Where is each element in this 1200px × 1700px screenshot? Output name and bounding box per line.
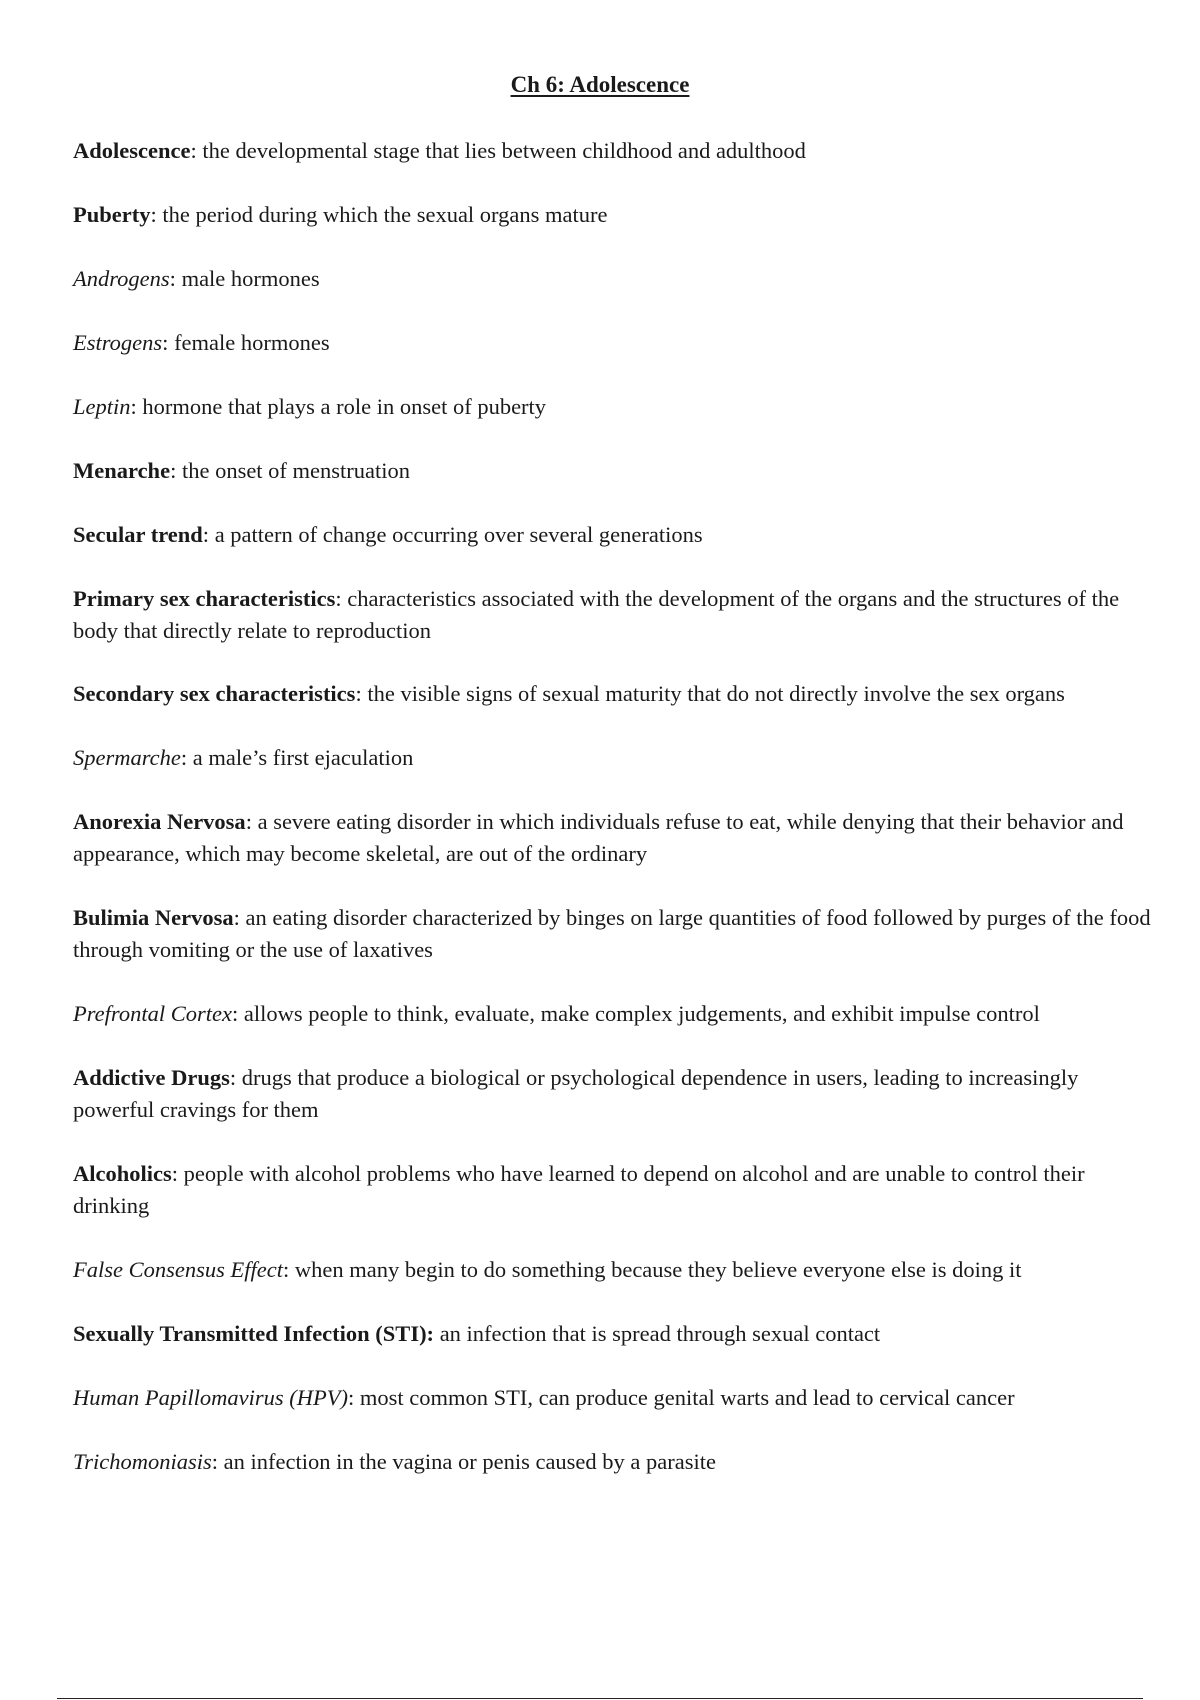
term: Primary sex characteristics: [73, 586, 336, 611]
glossary-entry: Adolescence: the developmental stage that lies between childhood and adulthood: [73, 138, 806, 163]
definition: female hormones: [168, 330, 330, 355]
term: Prefrontal Cortex: [73, 1001, 232, 1026]
term: Estrogens: [73, 330, 163, 355]
definition: an infection that is spread through sexual contact: [434, 1321, 881, 1346]
term: Secondary sex characteristics: [73, 681, 356, 706]
glossary-entry: Secondary sex characteristics: the visible signs of sexual maturity that do not directly involve the sex organs: [73, 681, 1065, 706]
page-title: Ch 6: Adolescence: [510, 72, 690, 97]
term: Adolescence: [73, 138, 191, 163]
glossary-entry: Bulimia Nervosa: an eating disorder characterized by binges on large quantities of food followed by purges of the food through vomiting or the use of laxatives: [73, 905, 1151, 962]
term: Menarche: [73, 458, 171, 483]
term: Androgens: [73, 266, 170, 291]
term: False Consensus Effect: [73, 1257, 283, 1282]
definition: allows people to think, evaluate, make complex judgements, and exhibit impulse control: [238, 1001, 1040, 1026]
term: Addictive Drugs: [73, 1065, 230, 1090]
glossary-entry: Anorexia Nervosa: a severe eating disorder in which individuals refuse to eat, while denying that their behavior and appearance, which may become skeletal, are out of the ordinary: [73, 809, 1124, 866]
glossary-entry: Primary sex characteristics: characteristics associated with the development of the organs and the structures of the body that directly relate to reproduction: [73, 586, 1120, 643]
glossary-entry: Spermarche: a male’s first ejaculation: [73, 745, 414, 770]
term: Puberty: [73, 202, 151, 227]
definition: the period during which the sexual organs mature: [156, 202, 608, 227]
definition: the developmental stage that lies between childhood and adulthood: [196, 138, 806, 163]
term: Alcoholics: [73, 1161, 172, 1186]
term: Bulimia Nervosa: [73, 905, 234, 930]
definition: a male’s first ejaculation: [187, 745, 414, 770]
definition: drugs that produce a biological or psychological dependence in users, leading to increasingly powerful cravings for them: [73, 1065, 1079, 1122]
definition: male hormones: [175, 266, 320, 291]
term: Leptin: [73, 394, 131, 419]
footer-divider: [57, 1698, 1143, 1699]
definition: when many begin to do something because they believe everyone else is doing it: [289, 1257, 1022, 1282]
glossary-entry: Addictive Drugs: drugs that produce a biological or psychological dependence in users, leading to increasingly powerful cravings for them: [73, 1065, 1079, 1122]
definition: most common STI, can produce genital warts and lead to cervical cancer: [354, 1385, 1015, 1410]
glossary-entry: Puberty: the period during which the sexual organs mature: [73, 202, 608, 227]
glossary-entry: False Consensus Effect: when many begin to do something because they believe everyone else is doing it: [73, 1257, 1022, 1282]
glossary-entry: Trichomoniasis: an infection in the vagina or penis caused by a parasite: [73, 1449, 716, 1474]
definition: the onset of menstruation: [176, 458, 411, 483]
glossary-entry: Androgens: male hormones: [73, 266, 320, 291]
definition: a pattern of change occurring over several generations: [209, 522, 703, 547]
glossary-entry: Estrogens: female hormones: [73, 330, 330, 355]
term: Secular trend: [73, 522, 203, 547]
glossary-entry: Human Papillomavirus (HPV): most common STI, can produce genital warts and lead to cervical cancer: [73, 1385, 1015, 1410]
definition: people with alcohol problems who have learned to depend on alcohol and are unable to control their drinking: [73, 1161, 1085, 1218]
glossary-entry: Menarche: the onset of menstruation: [73, 458, 411, 483]
definition: an eating disorder characterized by binges on large quantities of food followed by purges of the food through vomiting or the use of laxatives: [73, 905, 1151, 962]
term: Spermarche: [73, 745, 181, 770]
glossary-entry: Leptin: hormone that plays a role in onset of puberty: [73, 394, 547, 419]
definition: an infection in the vagina or penis caused by a parasite: [218, 1449, 716, 1474]
definition: a severe eating disorder in which individuals refuse to eat, while denying that their behavior and appearance, which may become skeletal, are out of the ordinary: [73, 809, 1124, 866]
term: Trichomoniasis: [73, 1449, 212, 1474]
glossary-entry: Alcoholics: people with alcohol problems who have learned to depend on alcohol and are unable to control their drinking: [73, 1161, 1085, 1218]
glossary-entry: [73, 1318, 1163, 1350]
term: Sexually Transmitted Infection (STI):: [73, 1321, 435, 1346]
term: Human Papillomavirus (HPV): [73, 1385, 348, 1410]
definition: the visible signs of sexual maturity that do not directly involve the sex organs: [361, 681, 1065, 706]
definition: hormone that plays a role in onset of puberty: [136, 394, 547, 419]
glossary-entry: Prefrontal Cortex: allows people to think, evaluate, make complex judgements, and exhibit impulse control: [73, 1001, 1040, 1026]
term: Anorexia Nervosa: [73, 809, 246, 834]
definition: characteristics associated with the development of the organs and the structures of the body that directly relate to reproduction: [73, 586, 1120, 643]
glossary-entry: Secular trend: a pattern of change occurring over several generations: [73, 522, 703, 547]
